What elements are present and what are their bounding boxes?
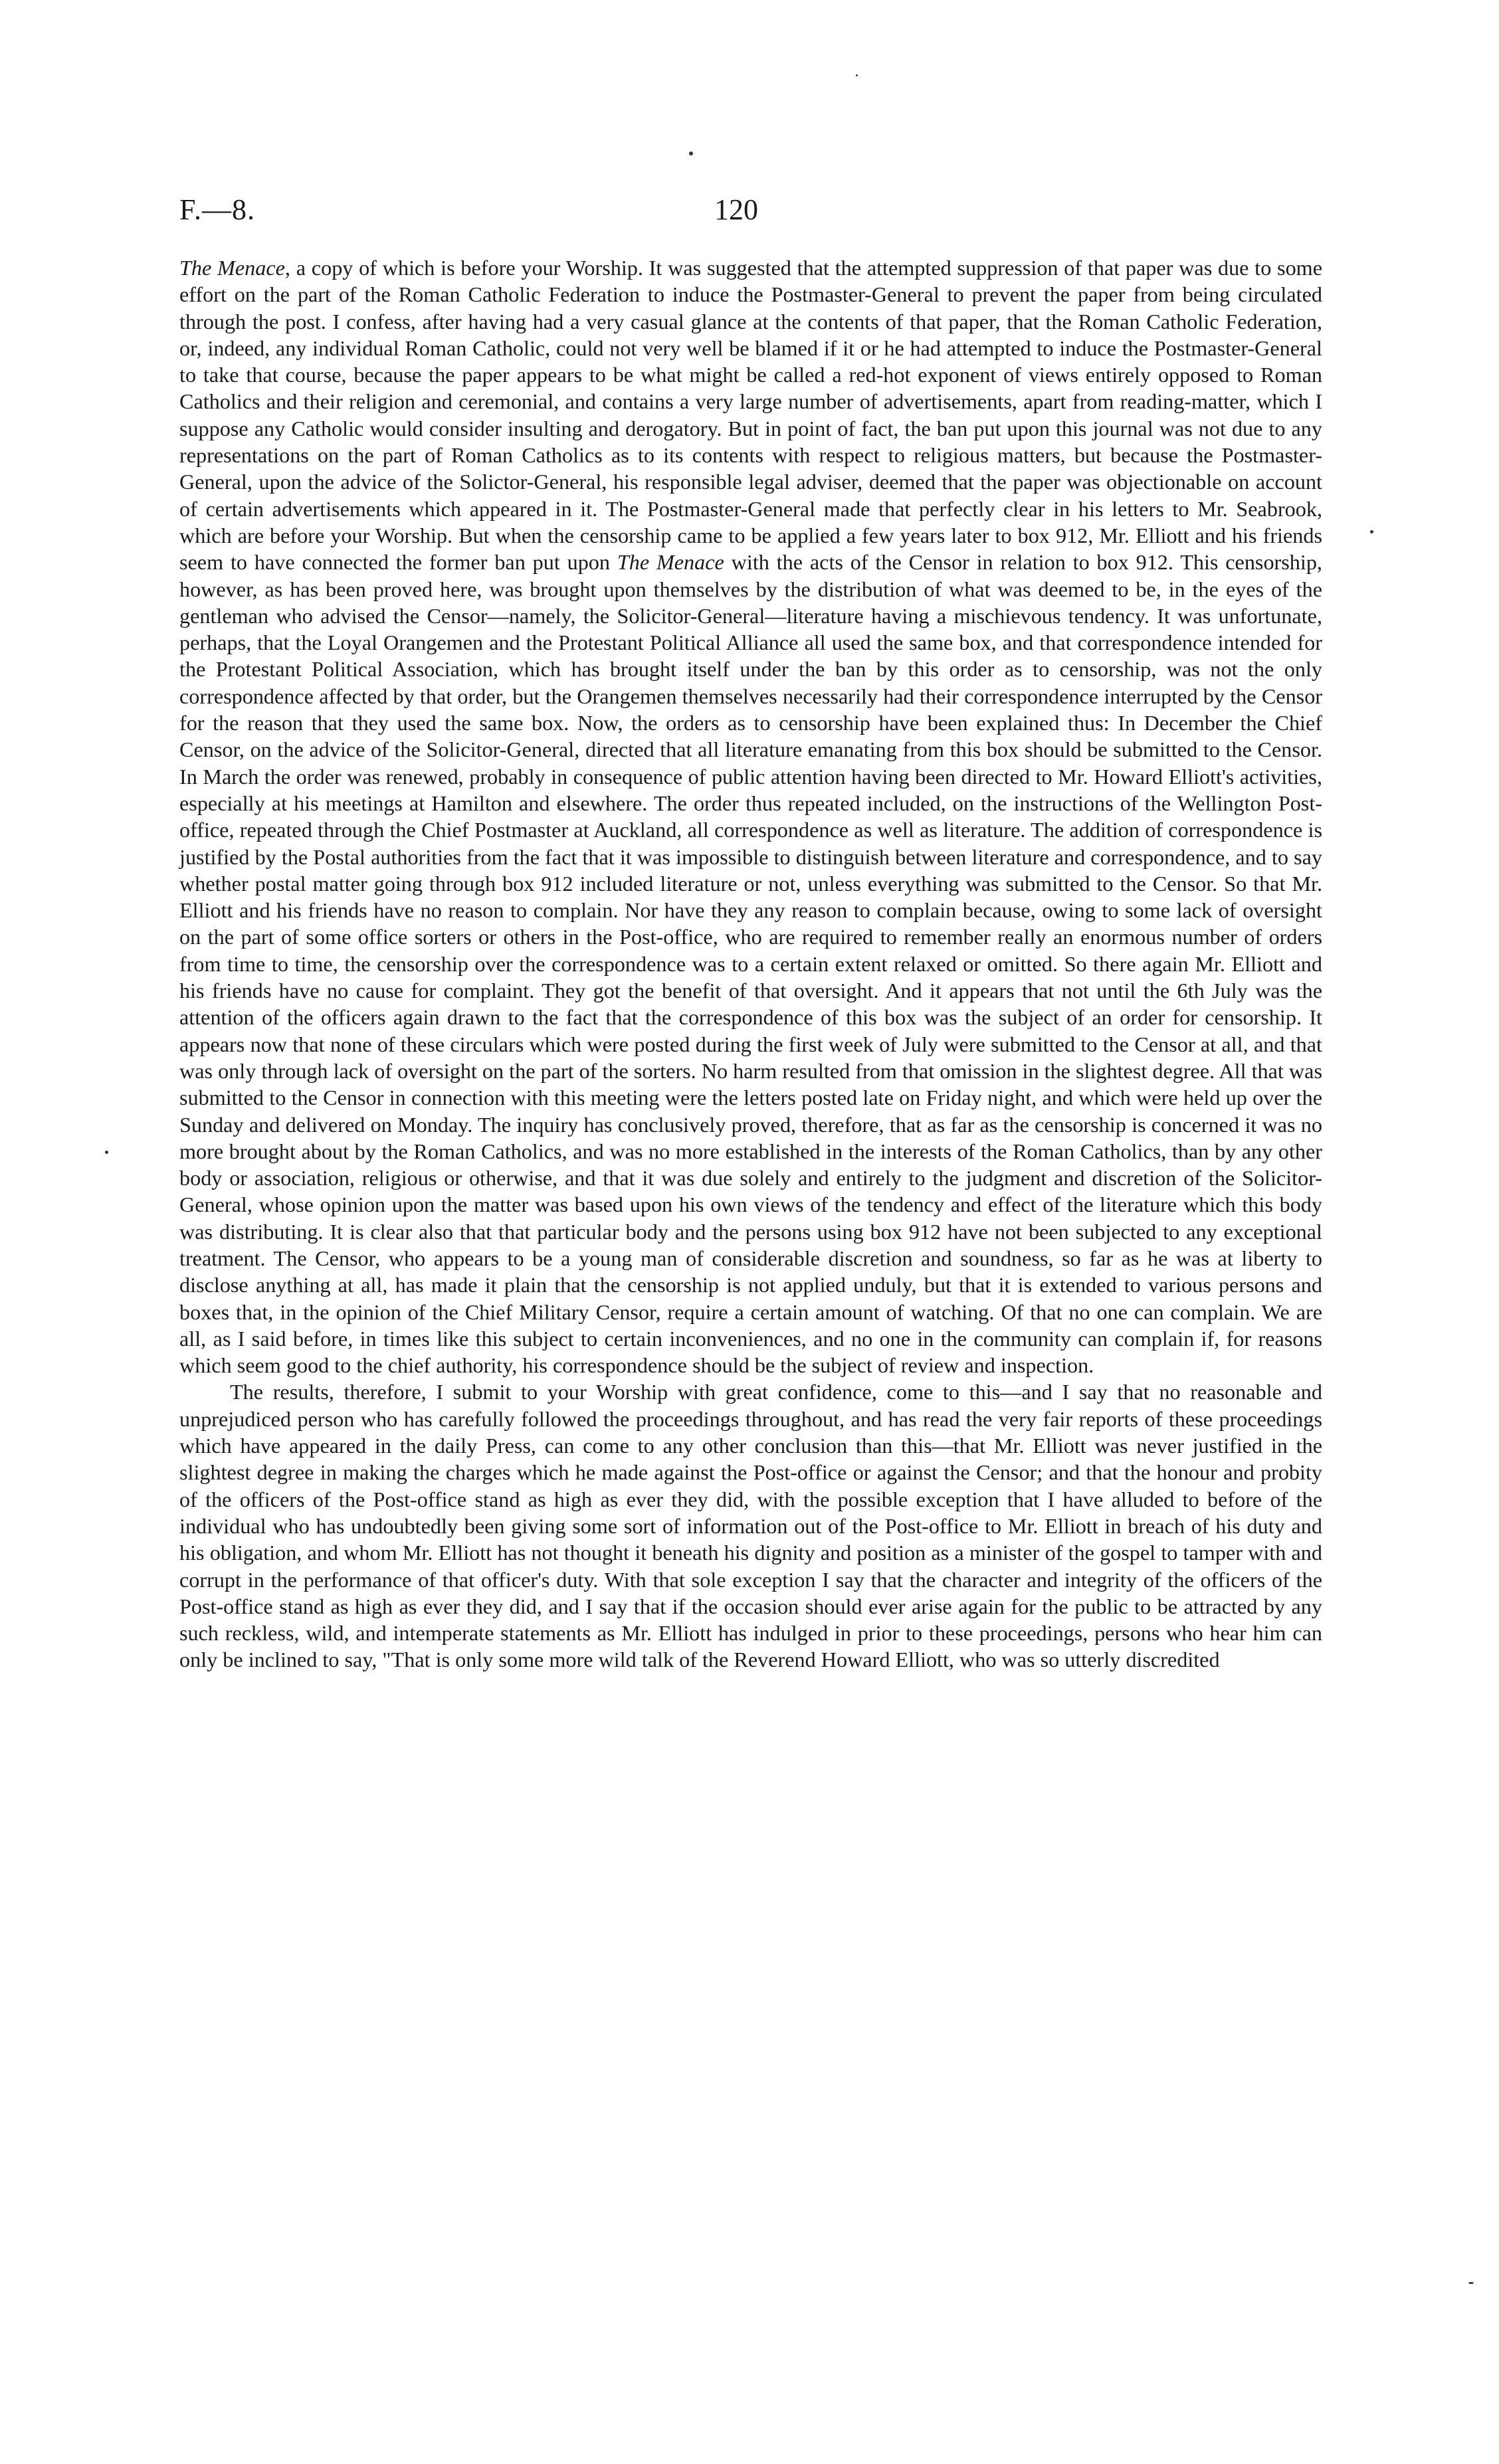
paragraph-1	[179, 254, 1322, 1378]
paragraph-1-text-a: , a copy of which is before your Worship. It was suggested that the attempted suppression of that paper was due to some effort on the part of the Roman Catholic Federation to induce the Postmaster-General to prevent the paper from being circulated through the post. I confess, after having had a very casual glance at the contents of that paper, that the Roman Catholic Federation, or, indeed, any individual Roman Catholic, could not very well be blamed if it or he had attempted to induce the Postmaster-General to take that course, because the paper appears to be what might be called a red-hot exponent of views entirely opposed to Roman Catholics and their religion and ceremonial, and contains a very large number of advertisements, apart from reading-matter, which I suppose any Catholic would consider insulting and derogatory. But in point of fact, the ban put upon this journal was not due to any representations on the part of Roman Catholics as to its contents with respect to religious matters, but because the Postmaster-General, upon the advice of the Solictor-General, his responsible legal adviser, deemed that the paper was objectionable on account of certain advertisements which appeared in it. The Postmaster-General made that perfectly clear in his letters to Mr. Seabrook, which are before your Worship. But when the censorship came to be applied a few years later to box 912, Mr. Elliott and his friends seem to have connected the former ban put upon	[179, 256, 1323, 575]
paragraph-2: The results, therefore, I submit to your Worship with great confidence, come to this—and I say that no reasonable and unprejudiced person who has carefully followed the proceedings throughout, and has read the very fair reports of these proceedings which have appeared in the daily Press, can come to any other conclusion than this—that Mr. Elliott was never justified in the slightest degree in making the charges which he made against the Post-office or against the Censor; and that the honour and probity of the officers of the Post-office stand as high as ever they did, with the possible exception that I have alluded to before of the individual who has undoubtedly been giving some sort of information out of the Post-office to Mr. Elliott in breach of his duty and his obligation, and whom Mr. Elliott has not thought it beneath his dignity and position as a minister of the gospel to tamper with and corrupt in the performance of that officer's duty. With that sole exception I say that the character and integrity of the officers of the Post-office stand as high as ever they did, and I say that if the occasion should ever arise again for the public to be attracted by any such reckless, wild, and intemperate statements as Mr. Elliott has indulged in prior to these proceedings, persons who hear him can only be inclined to say, "That is only some more wild talk of the Reverend Howard Elliott, who was so utterly discredited	[179, 1380, 1322, 1672]
paragraph-1-text-b: with the acts of the Censor in relation to box 912. This censorship, however, as has been proved here, was brought upon themselves by the distribution of what was deemed to be, in the eyes of the gentleman who advised the Censor—namely, the Solicitor-General—literature having a mischievous tendency. It was unfortunate, perhaps, that the Loyal Orangemen and the Protestant Political Alliance all used the same box, and that correspondence intended for the Protestant Political Association, which has brought itself under the ban by this order as to censorship, was not the only correspondence affected by that order, but the Orangemen themselves necessarily had their correspondence interrupted by the Censor for the reason that they used the same box. Now, the orders as to censorship have been explained thus: In December the Chief Censor, on the advice of the Solicitor-General, directed that all literature emanating from this box should be submitted to the Censor. In March the order was renewed, probably in consequence of public attention having been directed to Mr. Howard Elliott's activities, especially at his meetings at Hamilton and elsewhere. The order thus repeated included, on the instructions of the Wellington Post-office, repeated through the Chief Postmaster at Auckland, all correspondence as well as literature. The addition of correspondence is justified by the Postal authorities from the fact that it was impossible to distinguish between literature and correspondence, and to say whether postal matter going through box 912 included literature or not, unless everything was submitted to the Censor. So that Mr. Elliott and his friends have no reason to complain. Nor have they any reason to complain because, owing to some lack of oversight on the part of some office sorters or others in the Post-office, who are required to remember really an enormous number of orders from time to time, the censorship over the correspondence was to a certain extent relaxed or omitted. So there again Mr. Elliott and his friends have no cause for complaint. They got the benefit of that oversight. And it appears that not until the 6th July was the attention of the officers again drawn to the fact that the correspondence of this box was the subject of an order for censorship. It appears now that none of these circulars which were posted during the first week of July were submitted to the Censor at all, and that was only through lack of oversight on the part of the sorters. No harm resulted from that omission in the slightest degree. All that was submitted to the Censor in connection with this meeting were the letters posted late on Friday night, and which were held up over the Sunday and delivered on Monday. The inquiry has conclusively proved, therefore, that as far as the censorship is concerned it was no more brought about by the Roman Catholics, and was no more established in the interests of the Roman Catholics, than by any other body or association, religious or otherwise, and that it was due solely and entirely to the judgment and discretion of the Solicitor-General, whose opinion upon the matter was based upon his own views of the tendency and effect of the literature which this body was distributing. It is clear also that that particular body and the persons using box 912 have not been subjected to any exceptional treatment. The Censor, who appears to be a young man of considerable discretion and soundness, so far as he was at liberty to disclose anything at all, has made it plain that the censorship is not applied unduly, but that it is extended to various persons and boxes that, in the opinion of the Chief Military Censor, require a certain amount of watching. Of that no one can complain. We are all, as I said before, in times like this subject to certain inconveniences, and no one in the community can complain if, for reasons which seem good to the chief authority, his correspondence should be the subject of review and inspection.	[179, 550, 1322, 1378]
scan-speck	[1370, 530, 1373, 533]
scan-speck	[856, 74, 858, 76]
page-header	[179, 193, 1322, 233]
body-text	[179, 254, 1322, 1673]
scan-speck	[689, 151, 693, 155]
scan-speck	[1468, 2282, 1474, 2284]
periodical-title: The Menace	[179, 256, 285, 280]
document-reference: F.—8.	[179, 193, 255, 226]
page-number: 120	[714, 193, 758, 226]
periodical-title-2: The Menace	[617, 550, 724, 575]
scan-speck	[105, 1151, 108, 1154]
